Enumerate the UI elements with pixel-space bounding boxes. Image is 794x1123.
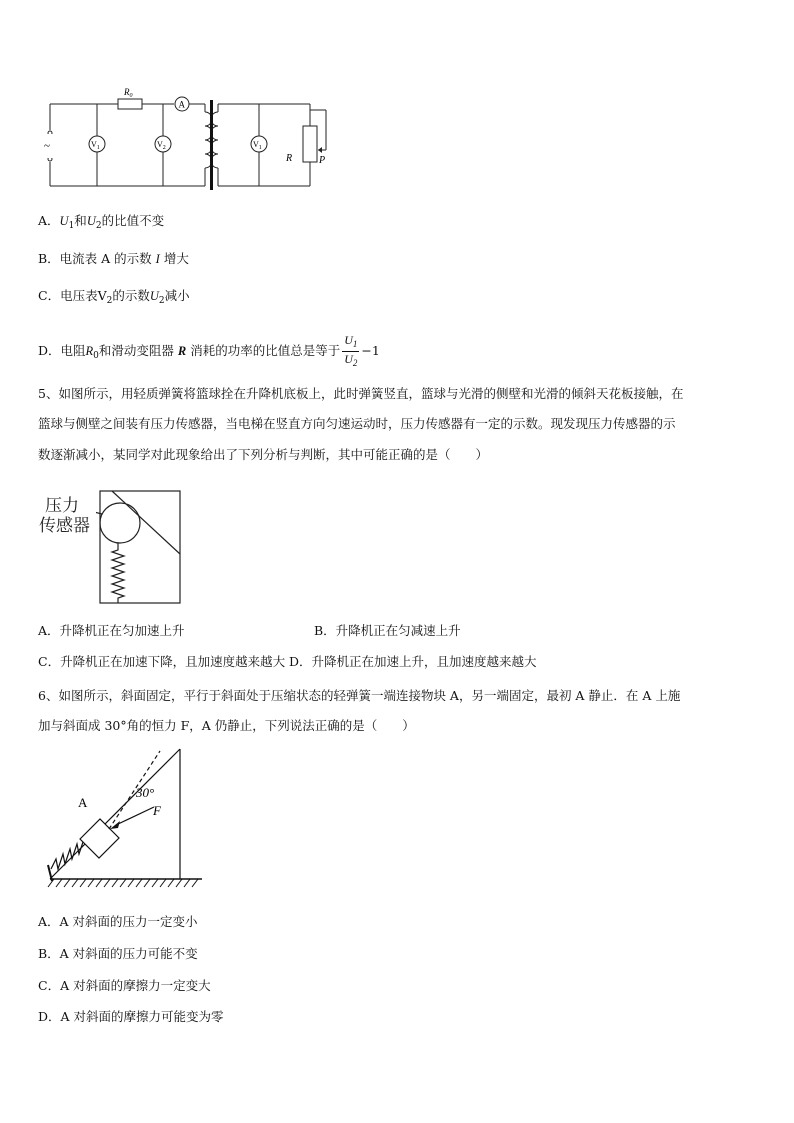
q4-option-a: A．$U_1$和$U_2$的比值不变	[38, 213, 165, 231]
q4-option-c: C．电压表$V_2$的示数$U_2$减小	[38, 288, 190, 306]
v1-right-label: $V_1$	[253, 140, 262, 151]
q5-stem-line-2: 篮球与侧壁之间装有压力传感器，当电梯在竖直方向匀速运动时，压力传感器有一定的示数。现发现压力传感器的示	[38, 416, 676, 431]
q5-option-a: A．升降机正在匀加速上升	[38, 623, 185, 638]
r-label: R	[286, 153, 293, 164]
q6-stem-line-2: 加与斜面成 30°角的恒力 F，A 仍静止，下列说法正确的是（ ）	[38, 718, 415, 733]
p-label: P	[319, 155, 326, 166]
q6-stem-line-1: 6、如图所示，斜面固定，平行于斜面处于压缩状态的轻弹簧一端连接物块 A，另一端固定，最初 A 静止．在 A 上施	[38, 688, 681, 703]
r0-label: $R_0$	[124, 87, 133, 99]
angle-label: 30°	[136, 785, 155, 800]
q5-stem-line-3: 数逐渐减小，某同学对此现象给出了下列分析与判断，其中可能正确的是（ ）	[38, 447, 489, 462]
ammeter-label: A	[178, 99, 185, 110]
block-a-label: A	[78, 795, 88, 810]
ratio-fraction: $\frac{U_1}{U_2}$	[344, 333, 358, 368]
q5-option-cd: C．升降机正在加速下降，且加速度越来越大 D．升降机正在加速上升，且加速度越来越大	[38, 654, 537, 669]
incline-figure	[40, 745, 215, 897]
q5-option-b: B．升降机正在匀减速上升	[314, 623, 461, 638]
q5-stem-line-1: 5、如图所示，用轻质弹簧将篮球拴在升降机底板上，此时弹簧竖直，篮球与光滑的侧壁和光滑的倾斜天花板接触，在	[38, 386, 684, 401]
q4-option-d: D．电阻$R_0$和滑动变阻器 R 消耗的功率的比值总是等于 $\frac{U_1}{U_2}$ −1	[38, 333, 380, 368]
transformer-circuit-figure	[40, 86, 340, 194]
force-label: F	[153, 803, 161, 818]
v2-label: $V_2$	[157, 140, 166, 151]
q6-option-a: A．A 对斜面的压力一定变小	[38, 914, 198, 929]
q4-option-b: B．电流表 A 的示数 I 增大	[38, 251, 189, 266]
elevator-figure	[96, 488, 186, 606]
q6-option-b: B．A 对斜面的压力可能不变	[38, 946, 198, 961]
q6-option-d: D．A 对斜面的摩擦力可能变为零	[38, 1009, 224, 1024]
q6-option-c: C．A 对斜面的摩擦力一定变大	[38, 978, 211, 993]
v1-left-label: $V_1$	[91, 140, 100, 151]
q5-sensor-label: 压力 传感器	[39, 496, 90, 536]
source-symbol: ~	[44, 140, 50, 152]
